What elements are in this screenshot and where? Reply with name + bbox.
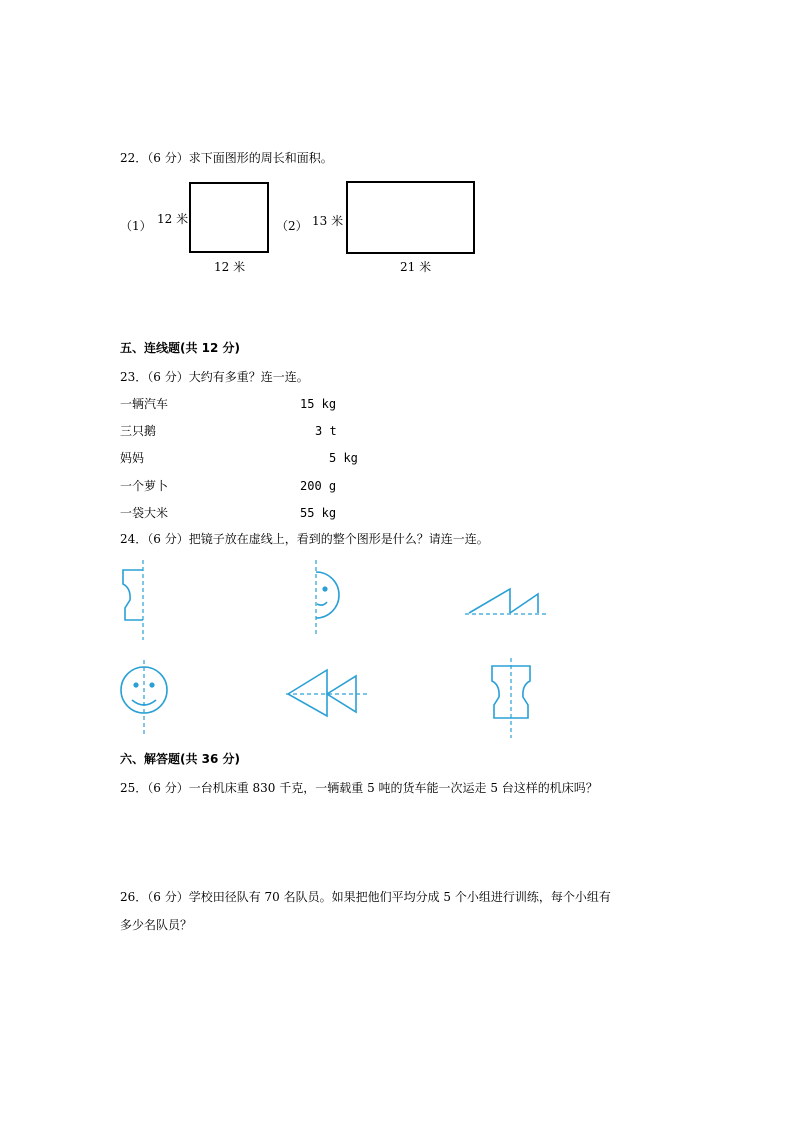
q23-left-item: 三只鹅 [120, 424, 157, 438]
q23-right-item: 3 t [315, 424, 337, 438]
q26-prompt-line2: 多少名队员？ [120, 918, 193, 932]
fig1-side-label: 12 米 [157, 212, 189, 226]
q23-left-item: 妈妈 [120, 451, 145, 465]
q23-left-item: 一个萝卜 [120, 479, 169, 493]
half-smiley-icon [306, 558, 351, 640]
fig1-bottom-label: 12 米 [214, 260, 246, 274]
half-cup-icon [116, 558, 156, 643]
fig1-label: （1） [120, 219, 152, 233]
q26-prompt-line1: 26．（6 分）学校田径队有 70 名队员。如果把他们平均分成 5 个小组进行训练，每个小组有 [120, 890, 611, 904]
q23-prompt: 23．（6 分）大约有多重？连一连。 [120, 370, 309, 384]
q25-prompt: 25．（6 分）一台机床重 830 千克，一辆载重 5 吨的货车能一次运走 5 台这样的机床吗？ [120, 781, 598, 795]
q22-prompt: 22．（6 分）求下面图形的周长和面积。 [120, 151, 333, 165]
q24-prompt: 24．（6 分）把镜子放在虚线上，看到的整个图形是什么？请连一连。 [120, 532, 489, 546]
q23-left-item: 一辆汽车 [120, 397, 169, 411]
fig2-bottom-label: 21 米 [400, 260, 432, 274]
q23-left-item: 一袋大米 [120, 506, 169, 520]
q23-right-item: 55 kg [300, 506, 337, 520]
double-arrow-triangle-icon [284, 666, 370, 718]
cup-icon [486, 656, 536, 740]
q23-right-item: 5 kg [329, 451, 358, 465]
rectangle-figure [346, 181, 475, 254]
q23-right-item: 15 kg [300, 397, 337, 411]
fig2-label: （2） [276, 219, 308, 233]
square-figure [189, 182, 269, 253]
q23-right-item: 200 g [300, 479, 337, 493]
fig2-side-label: 13 米 [312, 214, 344, 228]
double-triangle-icon [462, 585, 552, 620]
section5-title: 五、连线题(共 12 分) [120, 341, 241, 355]
smiley-face-icon [117, 658, 173, 738]
section6-title: 六、解答题(共 36 分) [120, 752, 241, 766]
